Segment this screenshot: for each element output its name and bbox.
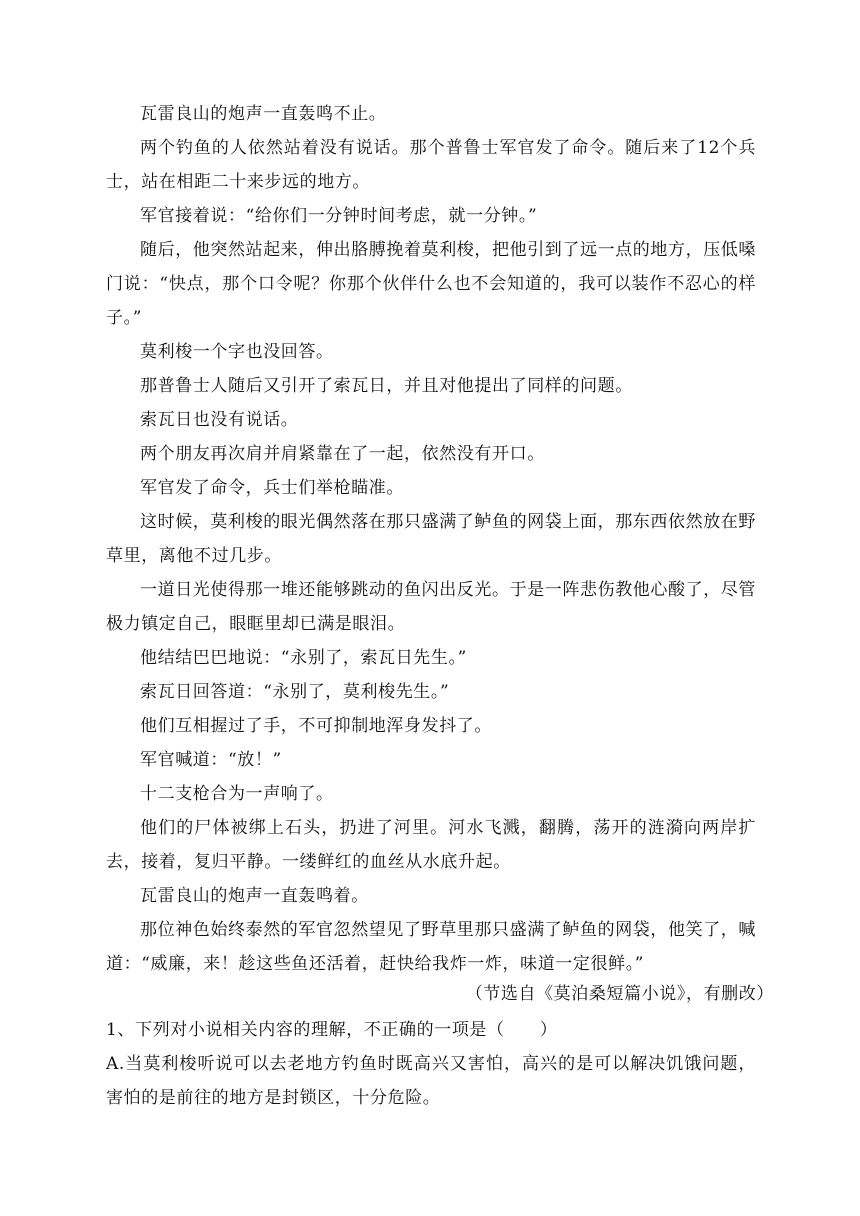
- paragraph: 他们的尸体被绑上石头，扔进了河里。河水飞溅，翻腾，荡开的涟漪向两岸扩去，接着，复归平静。一缕鲜红的血丝从水底升起。: [106, 818, 756, 872]
- paragraph: 他结结巴巴地说：“永别了，索瓦日先生。”: [140, 648, 467, 668]
- paragraph: 一道日光使得那一堆还能够跳动的鱼闪出反光。于是一阵悲伤教他心酸了，尽管极力镇定自己，眼眶里却已满是眼泪。: [106, 580, 756, 634]
- paragraph: 十二支枪合为一声响了。: [140, 784, 334, 804]
- paragraph: 索瓦日也没有说话。: [140, 410, 299, 430]
- paragraph: 两个朋友再次肩并肩紧靠在了一起，依然没有开口。: [140, 444, 545, 464]
- paragraph: 两个钓鱼的人依然站着没有说话。那个普鲁士军官发了命令。随后来了12个兵士，站在相距二十来步远的地方。: [106, 138, 756, 192]
- paragraph: 军官接着说：“给你们一分钟时间考虑，就一分钟。”: [140, 206, 538, 226]
- paragraph: 他们互相握过了手，不可抑制地浑身发抖了。: [140, 716, 492, 736]
- paragraph: 军官喊道：“放！”: [140, 750, 282, 770]
- paragraph: 随后，他突然站起来，伸出胳膊挽着莫利梭，把他引到了远一点的地方，压低嗓门说：“快点，那个口令呢？你那个伙伴什么也不会知道的，我可以装作不忍心的样子。”: [106, 240, 756, 328]
- answer-option-a: A.当莫利梭听说可以去老地方钓鱼时既高兴又害怕，高兴的是可以解决饥饿问题，害怕的是前往的地方是封锁区，十分危险。: [106, 1054, 756, 1108]
- paragraph: 军官发了命令，兵士们举枪瞄准。: [140, 478, 404, 498]
- paragraph: 瓦雷良山的炮声一直轰鸣不止。: [140, 104, 387, 124]
- paragraph: 索瓦日回答道：“永别了，莫利梭先生。”: [140, 682, 450, 702]
- paragraph: 这时候，莫利梭的眼光偶然落在那只盛满了鲈鱼的网袋上面，那东西依然放在野草里，离他不过几步。: [106, 512, 756, 566]
- source-citation: （节选自《莫泊桑短篇小说》，有删改）: [465, 984, 774, 1004]
- paragraph: 莫利梭一个字也没回答。: [140, 342, 334, 362]
- paragraph: 那位神色始终泰然的军官忽然望见了野草里那只盛满了鲈鱼的网袋，他笑了，喊道：“威廉，来！趁这些鱼还活着，赶快给我炸一炸，味道一定很鲜。”: [106, 920, 756, 974]
- question-stem: 1、下列对小说相关内容的理解，不正确的一项是（ ）: [106, 1020, 558, 1040]
- paragraph: 那普鲁士人随后又引开了索瓦日，并且对他提出了同样的问题。: [140, 376, 633, 396]
- paragraph: 瓦雷良山的炮声一直轰鸣着。: [140, 886, 369, 906]
